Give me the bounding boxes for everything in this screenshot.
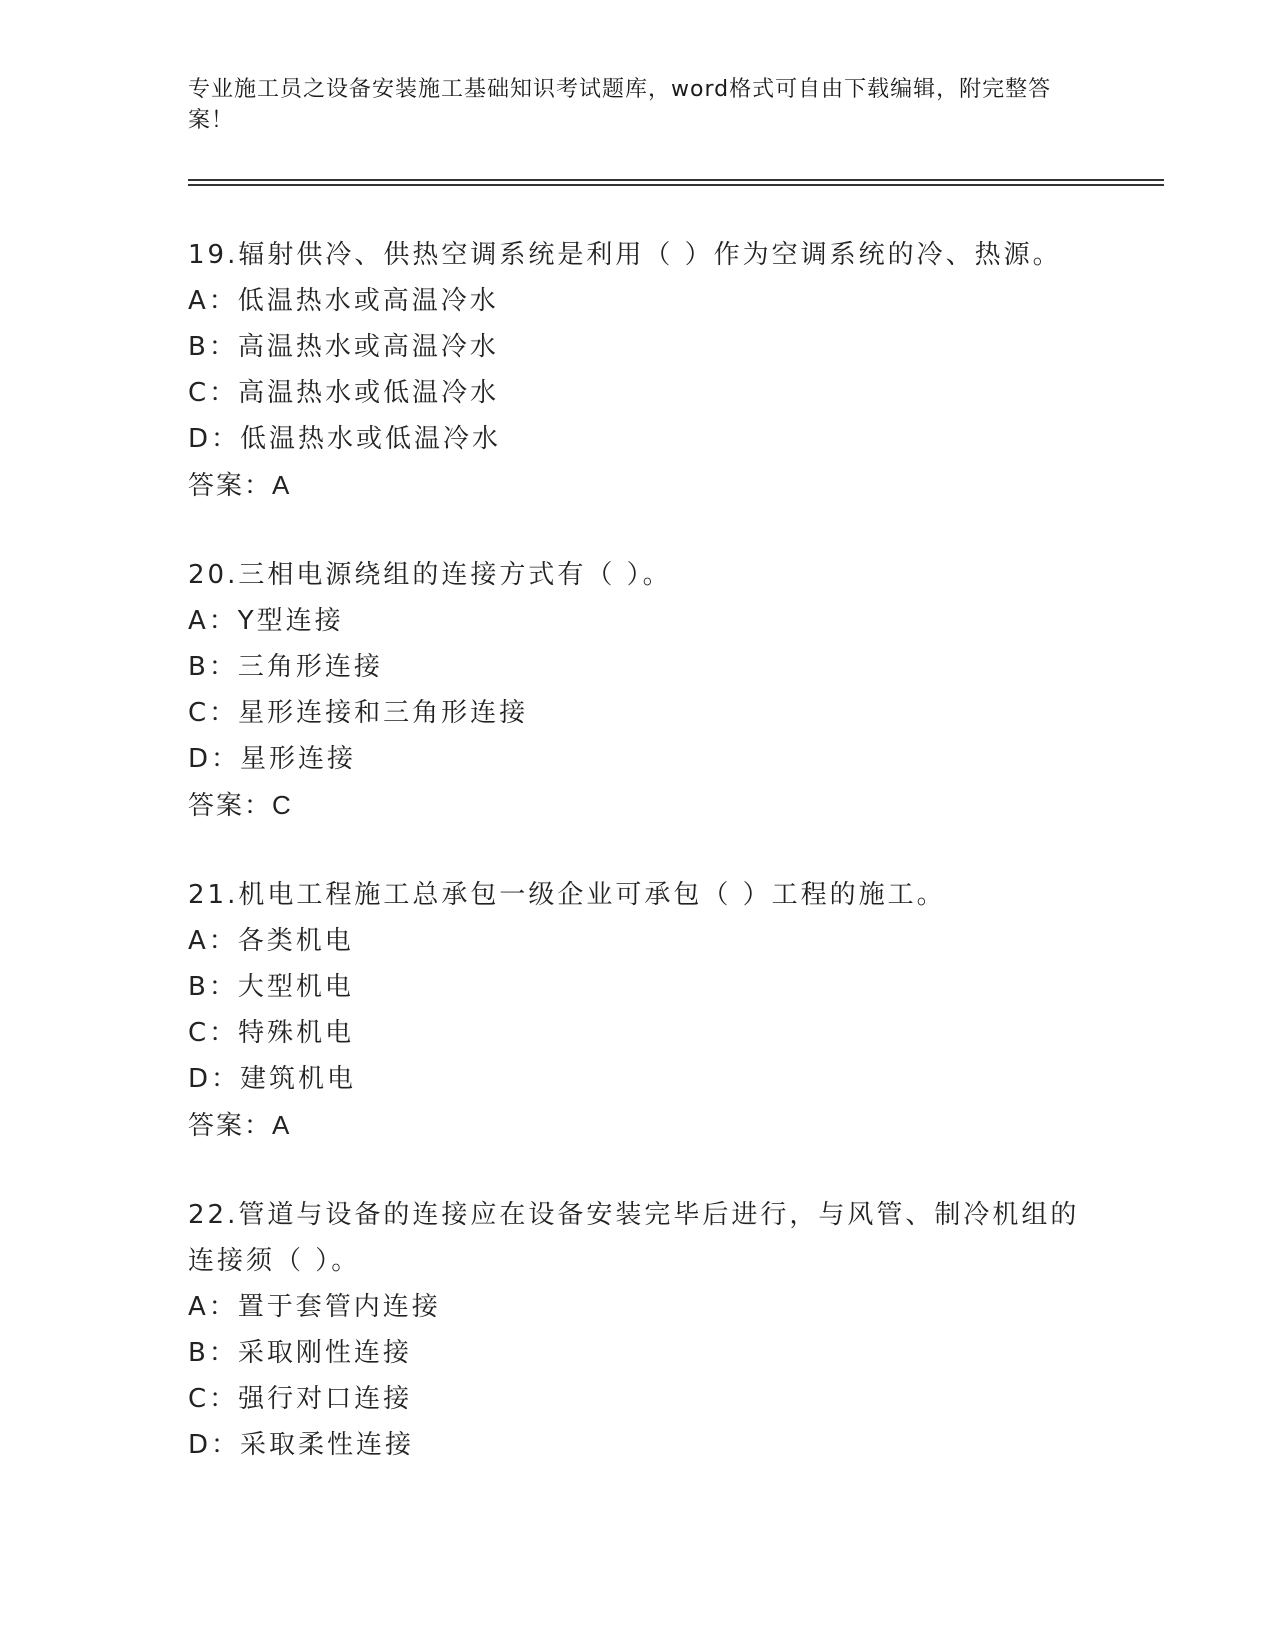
option-c: C：高温热水或低温冷水 (188, 378, 500, 408)
question-19 (188, 232, 1088, 508)
option-b: B：大型机电 (188, 972, 354, 1002)
question-stem: 20.三相电源绕组的连接方式有（ ）。 (188, 560, 672, 590)
answer: 答案：C (188, 790, 293, 820)
answer: 答案：A (188, 470, 292, 500)
question-20 (188, 552, 1088, 828)
header-divider-bottom (188, 184, 1164, 186)
option-d: D：星形连接 (188, 744, 357, 774)
option-d: D：采取柔性连接 (188, 1430, 415, 1460)
option-b: B：三角形连接 (188, 652, 383, 682)
option-c: C：特殊机电 (188, 1018, 355, 1048)
option-b: B：采取刚性连接 (188, 1338, 412, 1368)
question-stem: 19.辐射供冷、供热空调系统是利用（ ）作为空调系统的冷、热源。 (188, 240, 1062, 270)
question-stem: 21.机电工程施工总承包一级企业可承包（ ）工程的施工。 (188, 880, 946, 910)
question-22 (188, 1192, 1088, 1468)
option-d: D：低温热水或低温冷水 (188, 424, 502, 454)
question-stem: 22.管道与设备的连接应在设备安装完毕后进行，与风管、制冷机组的连接须（ ）。 (188, 1200, 1080, 1276)
option-c: C：星形连接和三角形连接 (188, 698, 529, 728)
question-21 (188, 872, 1088, 1148)
header-divider-top (188, 179, 1164, 181)
document-header: 专业施工员之设备安装施工基础知识考试题库，word格式可自由下载编辑，附完整答案！ (188, 77, 1052, 133)
option-a: A：各类机电 (188, 926, 354, 956)
option-c: C：强行对口连接 (188, 1384, 413, 1414)
answer: 答案：A (188, 1110, 292, 1140)
option-d: D：建筑机电 (188, 1064, 357, 1094)
option-a: A：Y型连接 (188, 606, 344, 636)
option-a: A：低温热水或高温冷水 (188, 286, 499, 316)
option-a: A：置于套管内连接 (188, 1292, 441, 1322)
option-b: B：高温热水或高温冷水 (188, 332, 499, 362)
